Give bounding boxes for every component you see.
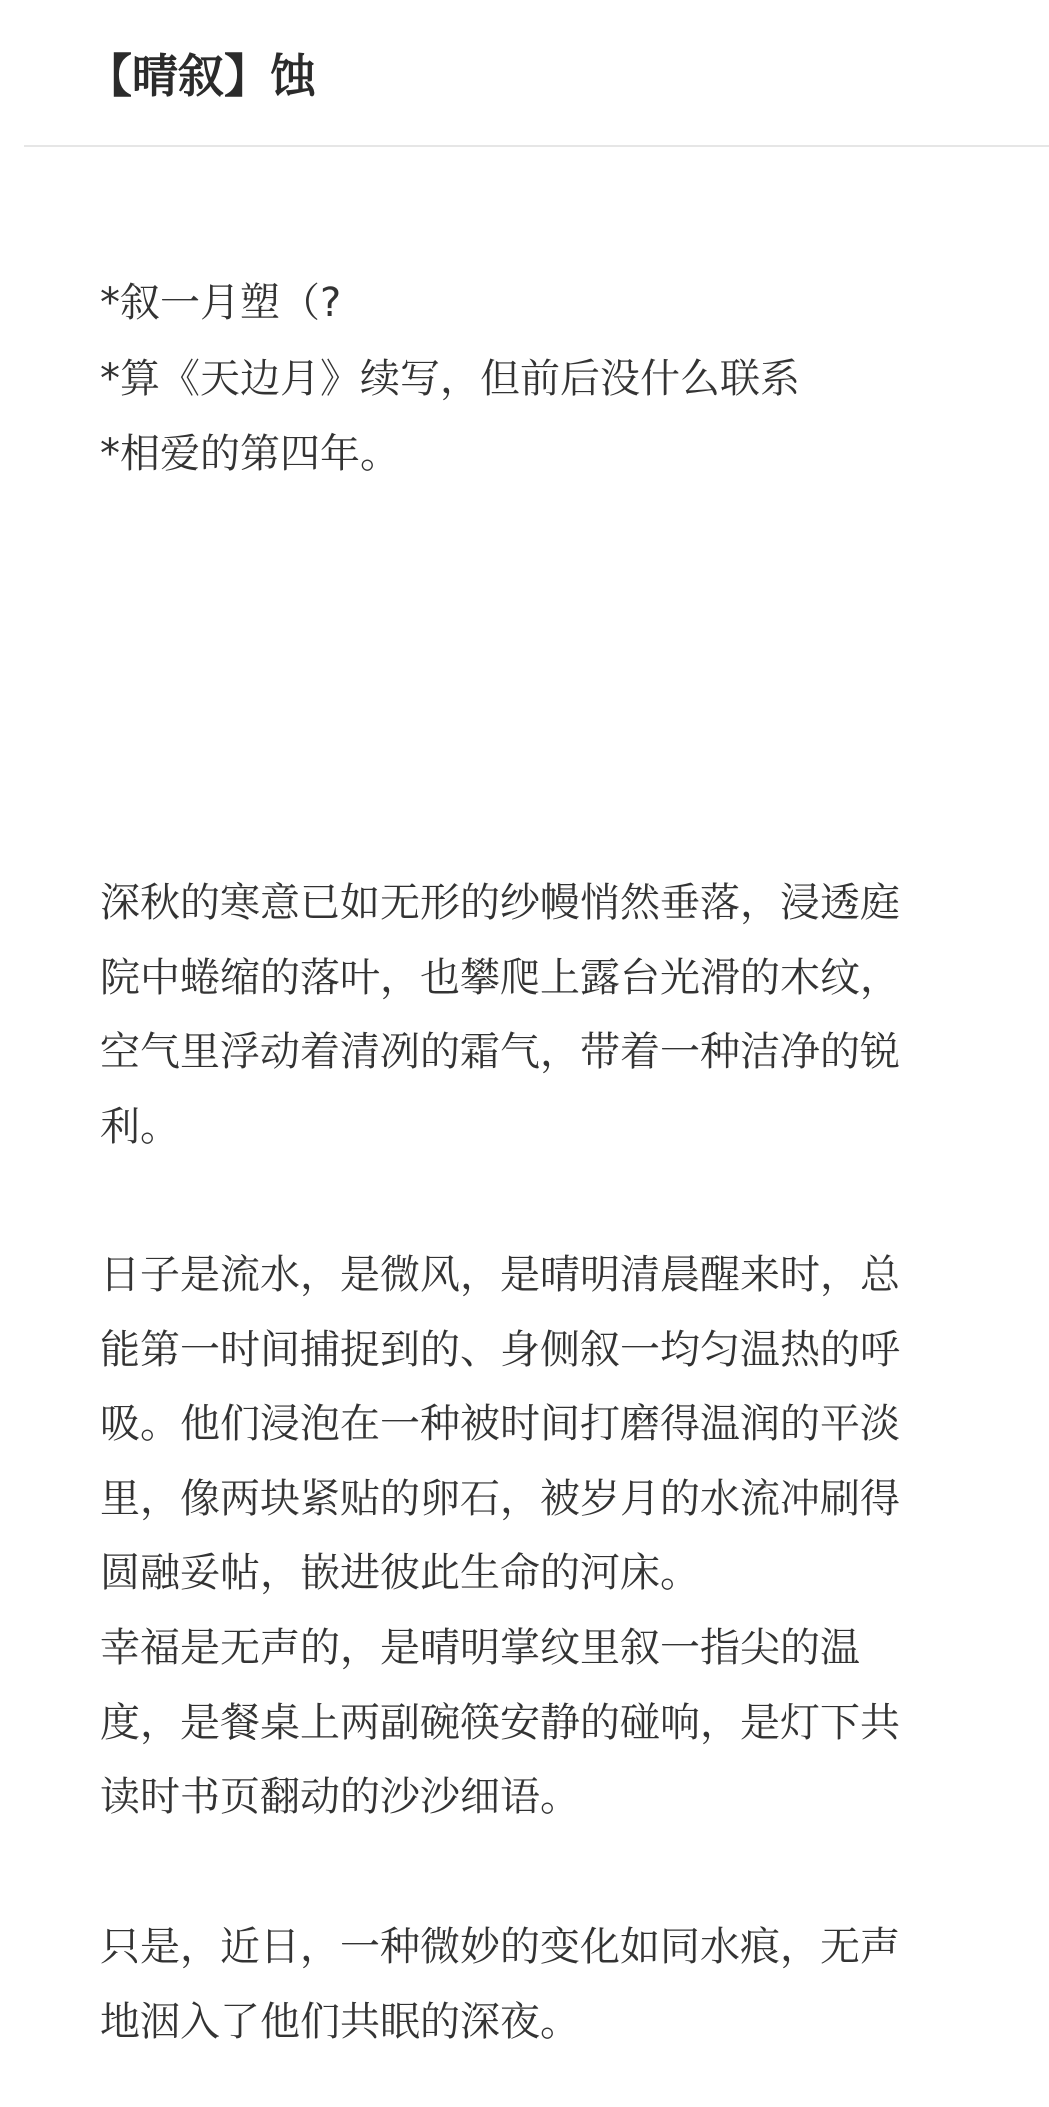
- paragraph-line: 里，像两块紧贴的卵石，被岁月的水流冲刷得: [100, 1475, 900, 1522]
- paragraph-line: 吸。他们浸泡在一种被时间打磨得温润的平淡: [100, 1401, 900, 1447]
- paragraph-1: [100, 866, 980, 1164]
- paragraph-line: 院中蜷缩的落叶，也攀爬上露台光滑的木纹，: [100, 954, 900, 1001]
- paragraph-line: 读时书页翻动的沙沙细语。: [100, 1774, 580, 1820]
- page-title: 【晴叙】蚀: [86, 49, 316, 103]
- paragraph-line: 幸福是无声的，是晴明掌纹里叙一指尖的温: [100, 1625, 860, 1671]
- paragraph-line: 日子是流水，是微风，是晴明清晨醒来时，总: [100, 1252, 900, 1298]
- paragraph-line: 利。: [100, 1103, 180, 1150]
- author-note-1: *叙一月塑（?: [100, 280, 342, 326]
- author-note-3: *相爱的第四年。: [100, 431, 400, 477]
- paragraph-4: [100, 1910, 980, 2059]
- paragraph-line: 深秋的寒意已如无形的纱幔悄然垂落，浸透庭: [100, 880, 900, 926]
- paragraph-3: [100, 1611, 980, 1835]
- paragraph-line: 只是，近日，一种微妙的变化如同水痕，无声: [100, 1924, 900, 1970]
- paragraph-line: 度，是餐桌上两副碗筷安静的碰响，是灯下共: [100, 1699, 900, 1746]
- paragraph-line: 地洇入了他们共眠的深夜。: [100, 1998, 580, 2045]
- author-note-2: *算《天边月》续写，但前后没什么联系: [100, 356, 800, 402]
- paragraph-line: 空气里浮动着清冽的霜气，带着一种洁净的锐: [100, 1029, 900, 1075]
- paragraph-2: [100, 1238, 980, 1611]
- paragraph-line: 圆融妥帖，嵌进彼此生命的河床。: [100, 1550, 700, 1596]
- paragraph-line: 能第一时间捕捉到的、身侧叙一均匀温热的呼: [100, 1326, 900, 1373]
